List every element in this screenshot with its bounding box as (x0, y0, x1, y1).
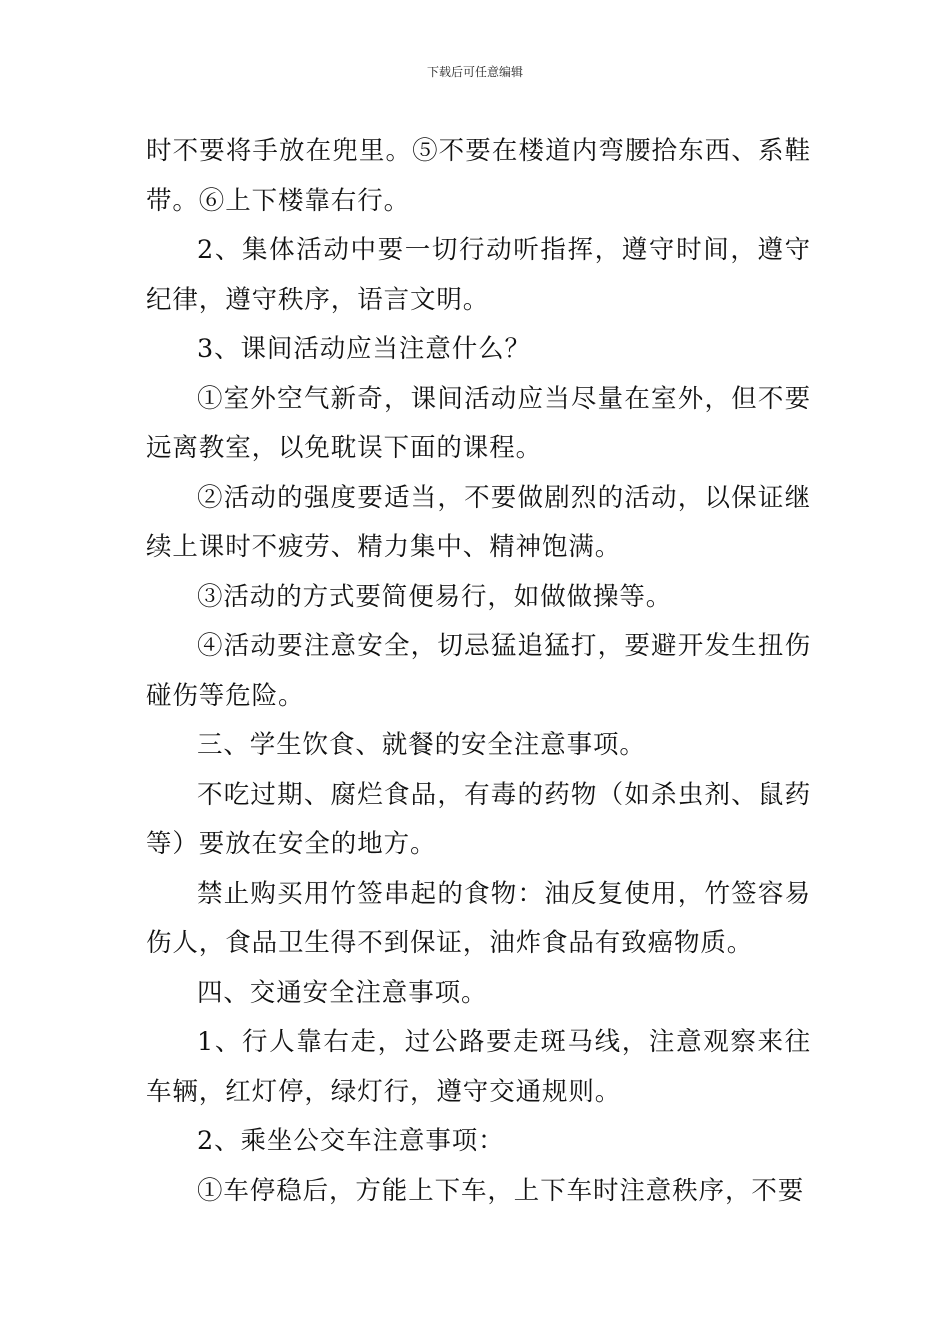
paragraph-14: ①车停稳后，方能上下车，上下车时注意秩序，不要 (197, 1175, 805, 1206)
paragraph-9: 不吃过期、腐烂食品，有毒的药物（如杀虫剂、鼠药等）要放在安全的地方。 (146, 779, 811, 859)
document-body (146, 127, 811, 1216)
paragraph-2: 2、集体活动中要一切行动听指挥，遵守时间，遵守纪律，遵守秩序，语言文明。 (146, 235, 811, 315)
section-heading-4: 四、交通安全注意事项。 (197, 977, 488, 1008)
section-heading-3: 三、学生饮食、就餐的安全注意事项。 (197, 730, 646, 760)
paragraph-12: 1、行人靠右走，过公路要走斑马线，注意观察来往车辆，红灯停，绿灯行，遵守交通规则。 (146, 1027, 811, 1107)
paragraph-4: ①室外空气新奇，课间活动应当尽量在室外，但不要远离教室，以免耽误下面的课程。 (146, 383, 811, 463)
paragraph-7: ④活动要注意安全，切忌猛追猛打，要避开发生扭伤碰伤等危险。 (146, 631, 811, 711)
page-header-note: 下载后可任意编辑 (426, 65, 523, 79)
paragraph-1: 时不要将手放在兜里。⑤不要在楼道内弯腰拾东西、系鞋带。⑥上下楼靠右行。 (146, 136, 811, 216)
paragraph-13: 2、乘坐公交车注意事项： (197, 1126, 505, 1156)
paragraph-5: ②活动的强度要适当，不要做剧烈的活动，以保证继续上课时不疲劳、精力集中、精神饱满。 (146, 482, 811, 562)
paragraph-3: 3、课间活动应当注意什么？ (197, 334, 531, 364)
paragraph-10: 禁止购买用竹签串起的食物：油反复使用，竹签容易伤人，食品卫生得不到保证，油炸食品有致癌物质。 (146, 878, 811, 958)
paragraph-6: ③活动的方式要简便易行，如做做操等。 (197, 581, 673, 612)
